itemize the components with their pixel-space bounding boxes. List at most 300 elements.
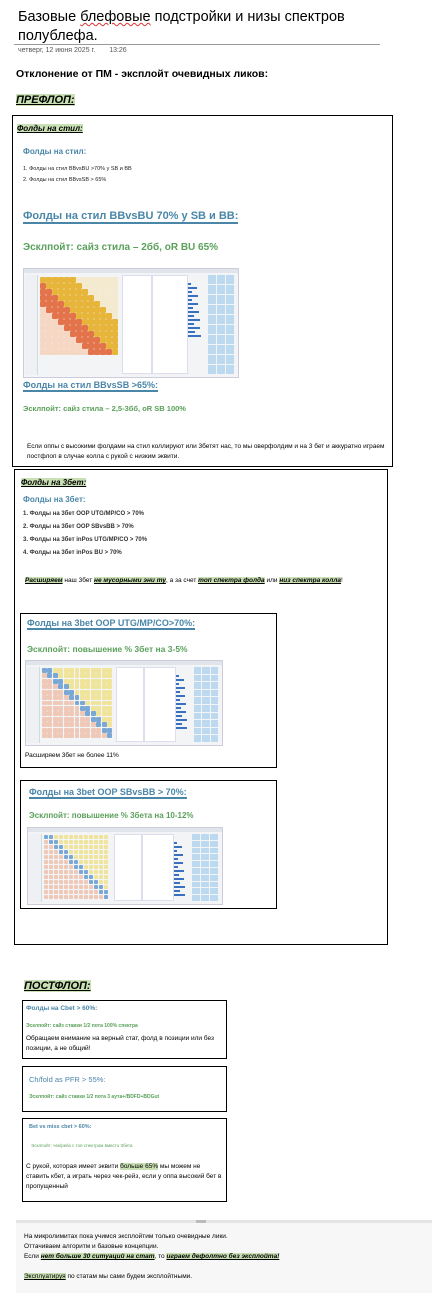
grid-cell [47, 722, 52, 727]
grid-cell [49, 885, 53, 889]
grid-cell [94, 295, 100, 301]
grid-cell [107, 733, 112, 738]
range-grid [42, 668, 112, 738]
grid-cell [79, 855, 83, 859]
grid-cell [64, 337, 70, 343]
grid-cell [102, 711, 107, 716]
grid-cell [79, 840, 83, 844]
grid-cell [107, 701, 112, 706]
grid-cell [112, 313, 118, 319]
grid-cell [84, 895, 88, 899]
grid-cell [94, 331, 100, 337]
grid-cell [100, 319, 106, 325]
grid-cell [64, 673, 69, 678]
range-cell [194, 720, 201, 727]
grid-cell [79, 890, 83, 894]
summary-line: Если нет больше 30 ситуаций на стат, то играем дефолтно без эксплойта! [24, 1253, 280, 1260]
grid-cell [84, 845, 88, 849]
grid-cell [91, 679, 96, 684]
grid-cell [42, 695, 47, 700]
grid-cell [49, 850, 53, 854]
range-cell [226, 285, 234, 294]
grid-cell [100, 349, 106, 355]
freq-bar [188, 303, 198, 305]
grid-cell [69, 733, 74, 738]
grid-cell [84, 885, 88, 889]
grid-cell [64, 701, 69, 706]
grid-cell [49, 890, 53, 894]
grid-cell [91, 695, 96, 700]
grid-cell [46, 325, 52, 331]
grid-cell [82, 349, 88, 355]
filter-panel [29, 834, 42, 902]
range-cell [210, 848, 218, 854]
grid-cell [82, 343, 88, 349]
grid-cell [100, 325, 106, 331]
grid-cell [75, 722, 80, 727]
section-heading: Отклонение от ПМ - эксплойт очевидных ликов: [16, 68, 269, 80]
grid-cell [54, 845, 58, 849]
range-cell [194, 667, 201, 674]
range-cell [211, 675, 218, 682]
freq-bar [188, 335, 201, 337]
grid-cell [107, 722, 112, 727]
range-cell [194, 728, 201, 735]
grid-cell [96, 668, 101, 673]
range-cell [192, 841, 200, 847]
grid-cell [96, 701, 101, 706]
box-exploit: Эсклпойт: сайз ставки 1/2 пота 100% спектра [26, 1023, 138, 1029]
box-heading: Bet vs miss cbet > 60%: [29, 1124, 92, 1130]
range-cell [211, 690, 218, 697]
list-item: 3. Фолды на 3бет inPos UTG/MP/CO > 70% [23, 537, 148, 543]
grid-cell [88, 331, 94, 337]
grid-cell [58, 295, 64, 301]
grid-cell [94, 313, 100, 319]
cbet-folds-box [22, 1000, 227, 1059]
grid-cell [53, 701, 58, 706]
range-cell [210, 841, 218, 847]
grid-cell [94, 865, 98, 869]
grid-cell [88, 319, 94, 325]
range-cell [208, 305, 216, 314]
freq-bar [188, 331, 195, 333]
grid-cell [82, 295, 88, 301]
grid-cell [44, 870, 48, 874]
grid-cell [74, 860, 78, 864]
grid-cell [79, 885, 83, 889]
grid-cell [106, 307, 112, 313]
grid-cell [42, 717, 47, 722]
grid-cell [59, 895, 63, 899]
grid-cell [46, 295, 52, 301]
chfold-pfr-box [22, 1066, 227, 1112]
grid-cell [40, 325, 46, 331]
grid-cell [84, 840, 88, 844]
grid-cell [75, 695, 80, 700]
grid-cell [85, 668, 90, 673]
3bet-folds-box [14, 469, 388, 945]
box-title: Фолды на 3бет: [21, 478, 87, 487]
grid-cell [42, 701, 47, 706]
grid-cell [58, 706, 63, 711]
grid-cell [64, 845, 68, 849]
grid-cell [52, 325, 58, 331]
grid-cell [49, 875, 53, 879]
grid-cell [42, 673, 47, 678]
grid-cell [54, 865, 58, 869]
range-cell [192, 888, 200, 894]
actions-panel [144, 667, 176, 742]
grid-cell [69, 711, 74, 716]
grid-cell [40, 277, 46, 283]
range-cell [192, 854, 200, 860]
grid-cell [80, 684, 85, 689]
grid-cell [52, 295, 58, 301]
freq-bar [176, 691, 180, 693]
grid-cell [40, 349, 46, 355]
freq-bar [188, 295, 198, 297]
grid-cell [107, 711, 112, 716]
grid-cell [42, 711, 47, 716]
range-cell [202, 735, 209, 742]
grid-cell [64, 690, 69, 695]
grid-cell [58, 283, 64, 289]
grid-cell [89, 890, 93, 894]
range-cell [201, 882, 209, 888]
grid-cell [74, 895, 78, 899]
grid-cell [91, 684, 96, 689]
grid-cell [46, 337, 52, 343]
grid-cell [106, 283, 112, 289]
range-cell [192, 875, 200, 881]
grid-cell [100, 331, 106, 337]
range-cell [211, 713, 218, 720]
range-cell [194, 735, 201, 742]
grid-cell [79, 875, 83, 879]
actions-panel [152, 275, 188, 374]
grid-cell [49, 845, 53, 849]
grid-cell [76, 349, 82, 355]
grid-cell [99, 880, 103, 884]
grid-cell [80, 695, 85, 700]
grid-cell [53, 706, 58, 711]
grid-cell [70, 331, 76, 337]
range-cell [208, 325, 216, 334]
grid-cell [59, 855, 63, 859]
grid-cell [47, 706, 52, 711]
grid-cell [107, 684, 112, 689]
freq-bar [176, 675, 179, 677]
range-grid [40, 277, 118, 355]
grid-cell [59, 865, 63, 869]
grid-cell [64, 283, 70, 289]
freq-bar [176, 727, 187, 729]
grid-cell [74, 890, 78, 894]
range-cell [192, 848, 200, 854]
grid-cell [79, 850, 83, 854]
grid-cell [69, 690, 74, 695]
grid-cell [107, 706, 112, 711]
grid-cell [44, 855, 48, 859]
grid-cell [40, 337, 46, 343]
grid-cell [58, 701, 63, 706]
grid-cell [52, 277, 58, 283]
grid-cell [69, 865, 73, 869]
grid-cell [106, 343, 112, 349]
card-exploit: Эсклпойт: повышение % 3бета на 10-12% [29, 811, 194, 820]
grid-cell [46, 289, 52, 295]
grid-cell [102, 695, 107, 700]
grid-cell [88, 301, 94, 307]
grid-cell [76, 313, 82, 319]
grid-cell [85, 684, 90, 689]
filter-panel [25, 275, 38, 375]
grid-cell [94, 875, 98, 879]
grid-cell [58, 289, 64, 295]
range-cell [192, 834, 200, 840]
grid-cell [96, 679, 101, 684]
grid-cell [59, 870, 63, 874]
grid-cell [58, 277, 64, 283]
hm-screenshot [27, 827, 223, 905]
grid-cell [112, 343, 118, 349]
grid-cell [94, 840, 98, 844]
grid-cell [96, 684, 101, 689]
range-cell [210, 834, 218, 840]
grid-cell [94, 845, 98, 849]
note-text: Если оппы с высокими фолдами на стил коллируют или 3бетят нас, то мы оверфолдим и на 3 бет и аккуратно играем постфлоп в случае колла с рукой с низким эквити. [27, 443, 385, 460]
grid-cell [94, 319, 100, 325]
grid-cell [64, 277, 70, 283]
grid-cell [64, 885, 68, 889]
grid-cell [88, 337, 94, 343]
grid-cell [84, 835, 88, 839]
grid-cell [75, 679, 80, 684]
range-cell [211, 705, 218, 712]
range-cell [194, 682, 201, 689]
grid-cell [80, 690, 85, 695]
range-cell [211, 728, 218, 735]
grid-cell [89, 885, 93, 889]
grid-cell [76, 277, 82, 283]
grid-cell [52, 307, 58, 313]
grid-cell [69, 895, 73, 899]
range-cell [208, 365, 216, 374]
list-item: 1. Фолды на стил BBvsBU >70% у SB и BB [23, 166, 132, 172]
grid-cell [69, 668, 74, 673]
grid-cell [47, 695, 52, 700]
grid-cell [53, 673, 58, 678]
grid-cell [53, 684, 58, 689]
range-cell [201, 841, 209, 847]
grid-cell [102, 690, 107, 695]
grid-cell [96, 673, 101, 678]
grid-cell [96, 722, 101, 727]
grid-cell [94, 343, 100, 349]
grid-cell [91, 690, 96, 695]
freq-bar [176, 715, 182, 717]
grid-cell [58, 679, 63, 684]
grid-cell [53, 679, 58, 684]
grid-cell [46, 283, 52, 289]
window-titlebar [28, 828, 222, 832]
grid-cell [70, 277, 76, 283]
grid-cell [94, 890, 98, 894]
grid-cell [44, 895, 48, 899]
window-titlebar [26, 661, 222, 665]
grid-cell [91, 673, 96, 678]
grid-cell [106, 337, 112, 343]
grid-cell [54, 895, 58, 899]
grid-cell [85, 711, 90, 716]
slide-heading: Фолды на 3бет: [23, 495, 86, 504]
grid-cell [64, 695, 69, 700]
preflop-heading: ПРЕФЛОП: [16, 94, 75, 106]
grid-cell [58, 331, 64, 337]
grid-cell [94, 850, 98, 854]
grid-cell [64, 349, 70, 355]
range-cell [208, 295, 216, 304]
steal-folds-box [12, 115, 393, 467]
grid-cell [69, 880, 73, 884]
grid-cell [74, 870, 78, 874]
grid-cell [74, 850, 78, 854]
grid-cell [69, 840, 73, 844]
grid-cell [58, 695, 63, 700]
grid-cell [52, 337, 58, 343]
postflop-heading: ПОСТФЛОП: [24, 980, 91, 992]
grid-cell [64, 865, 68, 869]
grid-cell [112, 307, 118, 313]
grid-cell [104, 895, 108, 899]
grid-cell [40, 331, 46, 337]
range-cell [208, 275, 216, 284]
grid-cell [91, 728, 96, 733]
grid-cell [102, 733, 107, 738]
freq-bar [174, 890, 180, 892]
range-cell [210, 895, 218, 901]
grid-cell [64, 875, 68, 879]
freq-bar [174, 854, 183, 856]
note-handle[interactable] [196, 1220, 206, 1223]
grid-cell [82, 337, 88, 343]
grid-cell [89, 895, 93, 899]
grid-cell [76, 289, 82, 295]
grid-cell [94, 307, 100, 313]
grid-cell [88, 283, 94, 289]
grid-cell [59, 845, 63, 849]
range-cell [226, 295, 234, 304]
grid-cell [40, 313, 46, 319]
grid-cell [91, 701, 96, 706]
freq-bar [188, 307, 193, 309]
grid-cell [52, 313, 58, 319]
freq-bar [174, 846, 182, 848]
range-cell [194, 675, 201, 682]
grid-cell [69, 728, 74, 733]
grid-cell [79, 870, 83, 874]
grid-cell [54, 875, 58, 879]
range-cell [194, 697, 201, 704]
grid-cell [52, 283, 58, 289]
grid-cell [96, 690, 101, 695]
grid-cell [104, 890, 108, 894]
grid-cell [107, 673, 112, 678]
freq-bar [174, 842, 177, 844]
grid-cell [42, 684, 47, 689]
range-cell [217, 305, 225, 314]
grid-cell [69, 885, 73, 889]
grid-cell [94, 870, 98, 874]
grid-cell [99, 845, 103, 849]
card-heading: Фолды на 3bet OOP UTG/MP/CO>70%: [27, 618, 196, 628]
grid-cell [112, 277, 118, 283]
hm-screenshot [25, 660, 223, 746]
grid-cell [46, 331, 52, 337]
grid-cell [94, 337, 100, 343]
grid-cell [106, 277, 112, 283]
grid-cell [70, 313, 76, 319]
grid-cell [82, 325, 88, 331]
range-cell [202, 705, 209, 712]
list-item: 2. Фолды на 3бет OOP SBvsBB > 70% [23, 524, 134, 530]
grid-cell [44, 875, 48, 879]
grid-cell [94, 289, 100, 295]
grid-cell [54, 855, 58, 859]
range-cell [194, 713, 201, 720]
grid-cell [69, 890, 73, 894]
grid-cell [106, 331, 112, 337]
grid-cell [69, 701, 74, 706]
range-grid [44, 835, 108, 899]
grid-cell [64, 870, 68, 874]
grid-cell [52, 349, 58, 355]
range-cell [226, 305, 234, 314]
grid-cell [40, 289, 46, 295]
range-cell [210, 861, 218, 867]
grid-cell [82, 301, 88, 307]
grid-cell [76, 307, 82, 313]
grid-cell [75, 728, 80, 733]
range-cell [226, 345, 234, 354]
grid-cell [88, 295, 94, 301]
grid-cell [94, 301, 100, 307]
grid-cell [58, 349, 64, 355]
grid-cell [69, 673, 74, 678]
range-cell [226, 335, 234, 344]
grid-cell [70, 343, 76, 349]
grid-cell [54, 850, 58, 854]
grid-cell [80, 733, 85, 738]
grid-cell [91, 722, 96, 727]
grid-cell [88, 289, 94, 295]
grid-cell [76, 283, 82, 289]
grid-cell [46, 319, 52, 325]
range-cell [226, 365, 234, 374]
grid-cell [76, 337, 82, 343]
grid-cell [102, 668, 107, 673]
grid-cell [64, 325, 70, 331]
grid-cell [100, 277, 106, 283]
range-cell [192, 868, 200, 874]
grid-cell [76, 325, 82, 331]
grid-cell [40, 343, 46, 349]
frequency-bars [188, 275, 204, 374]
grid-cell [49, 895, 53, 899]
grid-cell [79, 860, 83, 864]
grid-cell [99, 855, 103, 859]
